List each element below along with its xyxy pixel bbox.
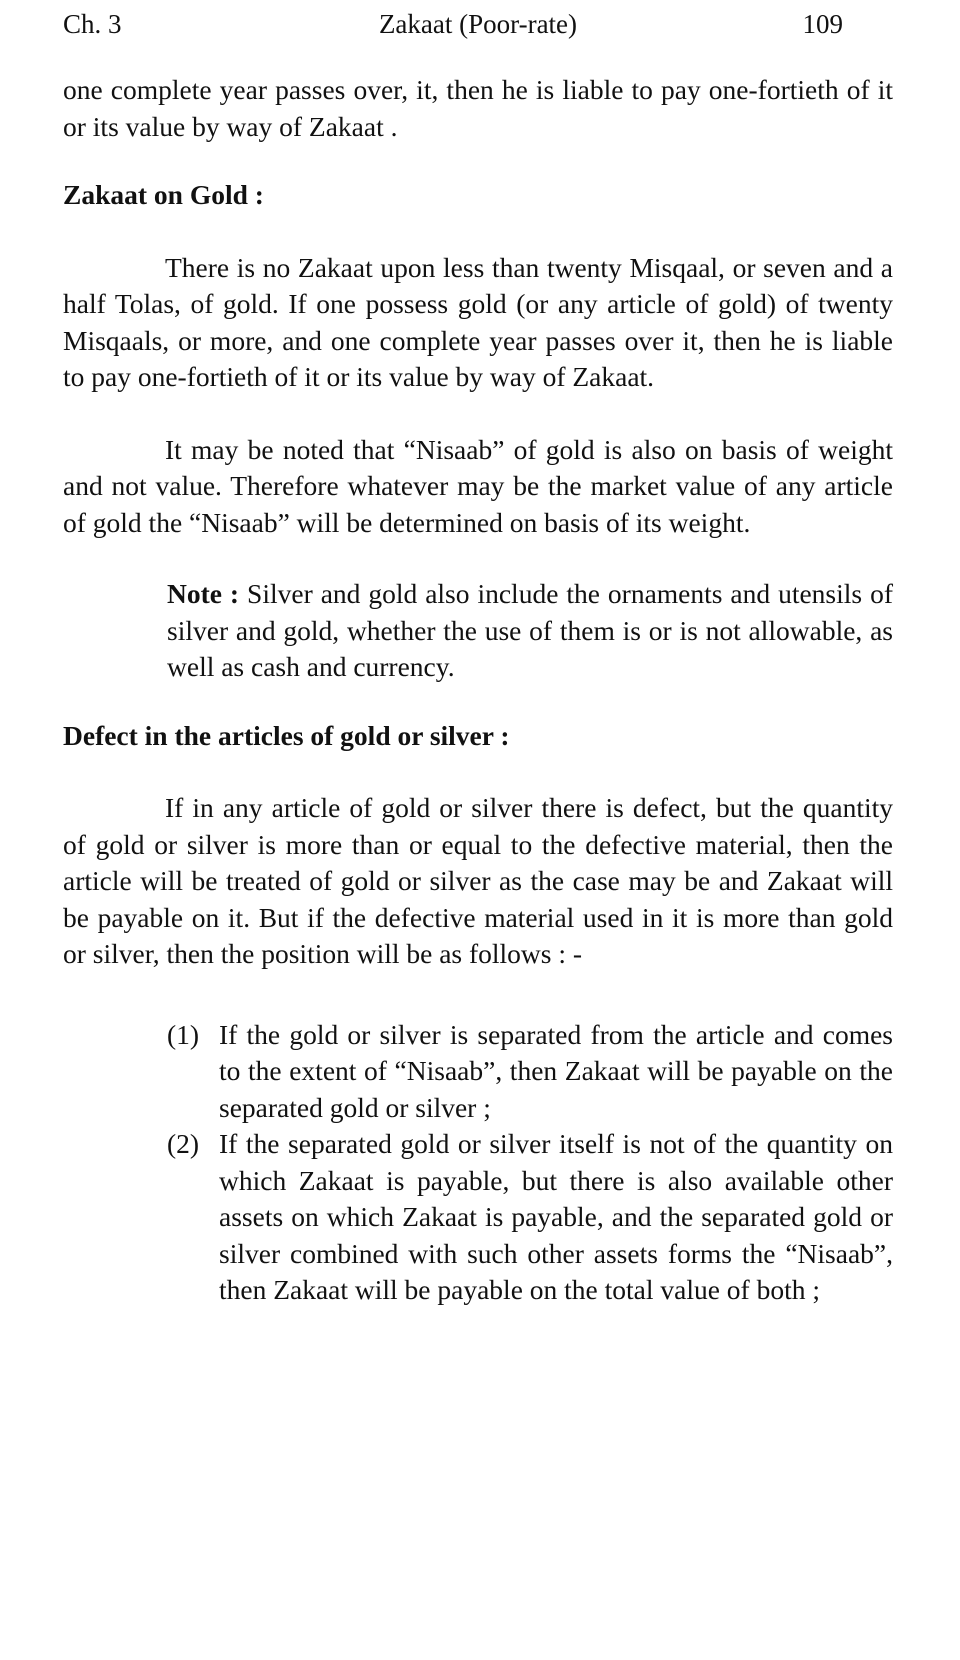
note-block — [167, 576, 893, 686]
note-text: Silver and gold also include the ornaments and utensils of silver and gold, whether the use of them is or is not allowable, as well as cash and currency. — [167, 578, 893, 682]
list-item-text: If the gold or silver is separated from the article and comes to the extent of “Nisaab”, then Zakaat will be payable on the separated gold or silver ; — [219, 1018, 893, 1123]
continuation-paragraph: one complete year passes over, it, then he is liable to pay one-fortieth of it or its value by way of Zakaat . — [63, 74, 893, 142]
paragraph-gold-1: There is no Zakaat upon less than twenty Misqaal, or seven and a half Tolas, of gold. If one possess gold (or any article of gold) of twenty Misqaals, or more, and one complete year passes over it, then he is liable to pay one-fortieth of it or its value by way of Zakaat. — [63, 251, 893, 392]
conditions-list — [167, 1017, 893, 1309]
list-item-number: (2) — [167, 1128, 200, 1159]
page-number: 109 — [802, 9, 843, 39]
chapter-title: Zakaat (Poor-rate) — [378, 9, 578, 39]
note-label: Note : — [167, 578, 240, 609]
list-item-number: (1) — [167, 1018, 200, 1050]
running-header — [63, 4, 893, 44]
section-heading-gold: Zakaat on Gold : — [63, 179, 264, 210]
list-item-text: If the separated gold or silver itself is not of the quantity on which Zakaat is payable, but there is also available other assets on which Zakaat is payable, and the separated gold or silver combined with such other assets forms the “Nisaab”, then Zakaat will be payable on the total value of both ; — [219, 1128, 893, 1305]
chapter-label: Ch. 3 — [63, 9, 122, 39]
list-item — [167, 1017, 893, 1127]
page-body — [63, 72, 893, 1309]
paragraph-gold-2: It may be noted that “Nisaab” of gold is also on basis of weight and not value. Therefore whatever may be the market value of any article of gold the “Nisaab” will be determined on basis of its weight. — [63, 433, 893, 538]
list-item — [167, 1126, 893, 1309]
section-heading-defect: Defect in the articles of gold or silver : — [63, 719, 510, 751]
paragraph-defect: If in any article of gold or silver there is defect, but the quantity of gold or silver is more than or equal to the defective material, then the article will be treated of gold or silver as the case may be and Zakaat will be payable on it. But if the defective material used in it is more than gold or silver, then the position will be as follows : - — [63, 792, 893, 969]
